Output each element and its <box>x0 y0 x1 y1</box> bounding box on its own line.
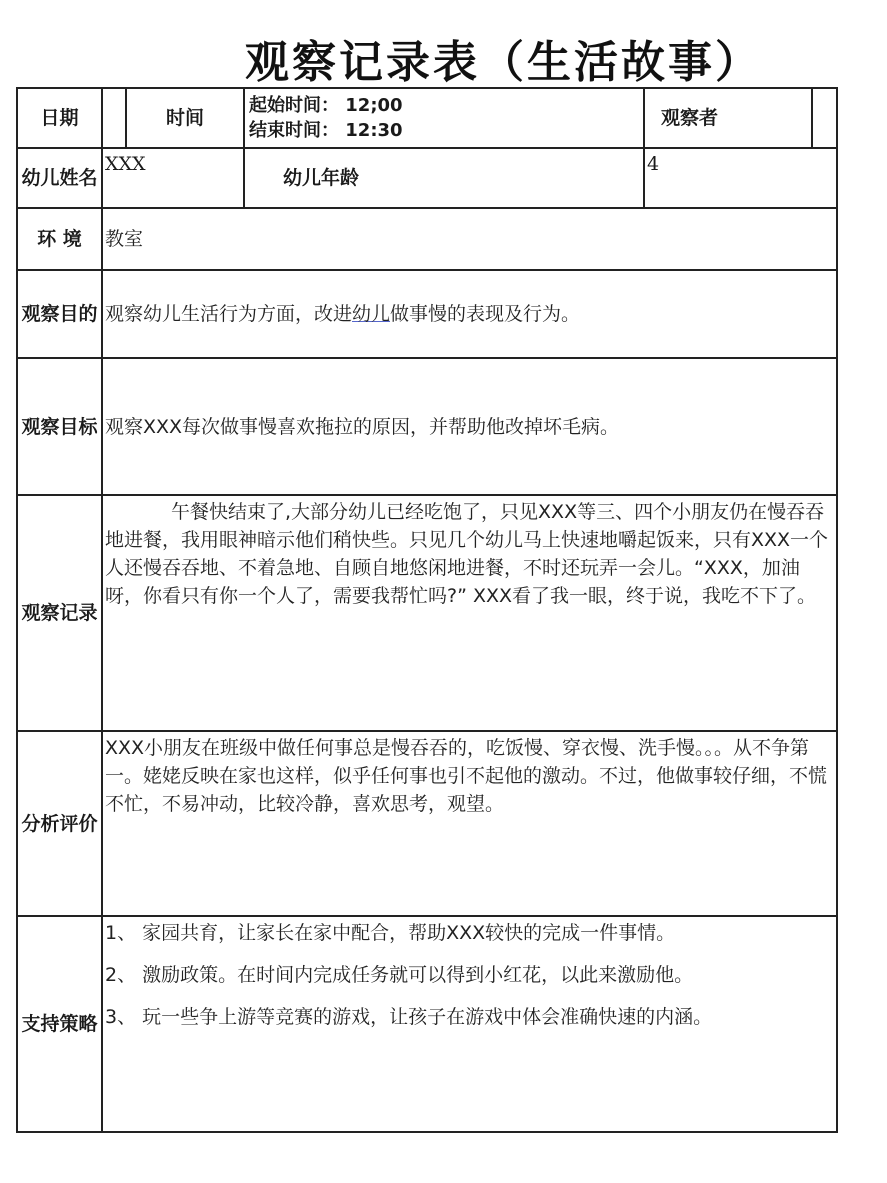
analysis-label: 分析评价 <box>17 731 102 916</box>
child-age-label: 幼儿年龄 <box>244 148 644 208</box>
environment-value: 教室 <box>102 208 837 270</box>
observation-table <box>16 87 838 1133</box>
date-value <box>102 88 126 148</box>
child-age-value: 4 <box>644 148 837 208</box>
row-child-info <box>17 148 837 208</box>
purpose-text-underlined: 幼儿 <box>352 303 391 325</box>
child-name-label: 幼儿姓名 <box>17 148 102 208</box>
observer-value <box>812 88 837 148</box>
time-label: 时间 <box>126 88 244 148</box>
analysis-value: XXX小朋友在班级中做任何事总是慢吞吞的，吃饭慢、穿衣慢、洗手慢。。。从不争第一。姥姥反映在家也这样，似乎任何事也引不起他的激动。不过，他做事较仔细，不慌不忙，不易冲动，比较冷静，喜欢思考，观望。 <box>102 731 837 916</box>
time-range <box>244 88 644 148</box>
purpose-text-end: 做事慢的表现及行为。 <box>390 303 581 325</box>
observer-label: 观察者 <box>644 88 812 148</box>
strategy-label: 支持策略 <box>17 916 102 1132</box>
row-analysis <box>17 731 837 916</box>
strategy-item-2: 2、 激励政策。在时间内完成任务就可以得到小红花，以此来激励他。 <box>105 964 694 986</box>
child-name-value: XXX <box>102 148 244 208</box>
record-value: 午餐快结束了,大部分幼儿已经吃饱了，只见XXX等三、四个小朋友仍在慢吞吞地进餐，我用眼神暗示他们稍快些。只见几个幼儿马上快速地嚼起饭来，只有XXX一个人还慢吞吞地、不着急地、自顾自地悠闲地进餐，不时还玩弄一会儿。“XXX，加油呀，你看只有你一个人了，需要我帮忙吗?” XXX看了我一眼，终于说，我吃不下了。 <box>102 495 837 731</box>
environment-label: 环 境 <box>17 208 102 270</box>
row-date-time <box>17 88 837 148</box>
row-record <box>17 495 837 731</box>
purpose-label: 观察目的 <box>17 270 102 358</box>
record-label: 观察记录 <box>17 495 102 731</box>
end-time: 结束时间： 12:30 <box>249 120 403 141</box>
strategy-item-3: 3、 玩一些争上游等竞赛的游戏，让孩子在游戏中体会准确快速的内涵。 <box>105 1006 713 1028</box>
goal-value: 观察XXX每次做事慢喜欢拖拉的原因，并帮助他改掉坏毛病。 <box>102 358 837 495</box>
purpose-value <box>102 270 837 358</box>
row-strategy <box>17 916 837 1132</box>
row-environment <box>17 208 837 270</box>
goal-label: 观察目标 <box>17 358 102 495</box>
strategy-list <box>102 916 837 1132</box>
start-time: 起始时间： 12;00 <box>249 95 403 116</box>
row-goal <box>17 358 837 495</box>
page-title: 观察记录表（生活故事） <box>245 37 762 88</box>
date-label: 日期 <box>17 88 102 148</box>
row-purpose <box>17 270 837 358</box>
purpose-text: 观察幼儿生活行为方面，改进 <box>105 303 353 325</box>
strategy-item-1: 1、 家园共育，让家长在家中配合，帮助XXX较快的完成一件事情。 <box>105 922 676 944</box>
